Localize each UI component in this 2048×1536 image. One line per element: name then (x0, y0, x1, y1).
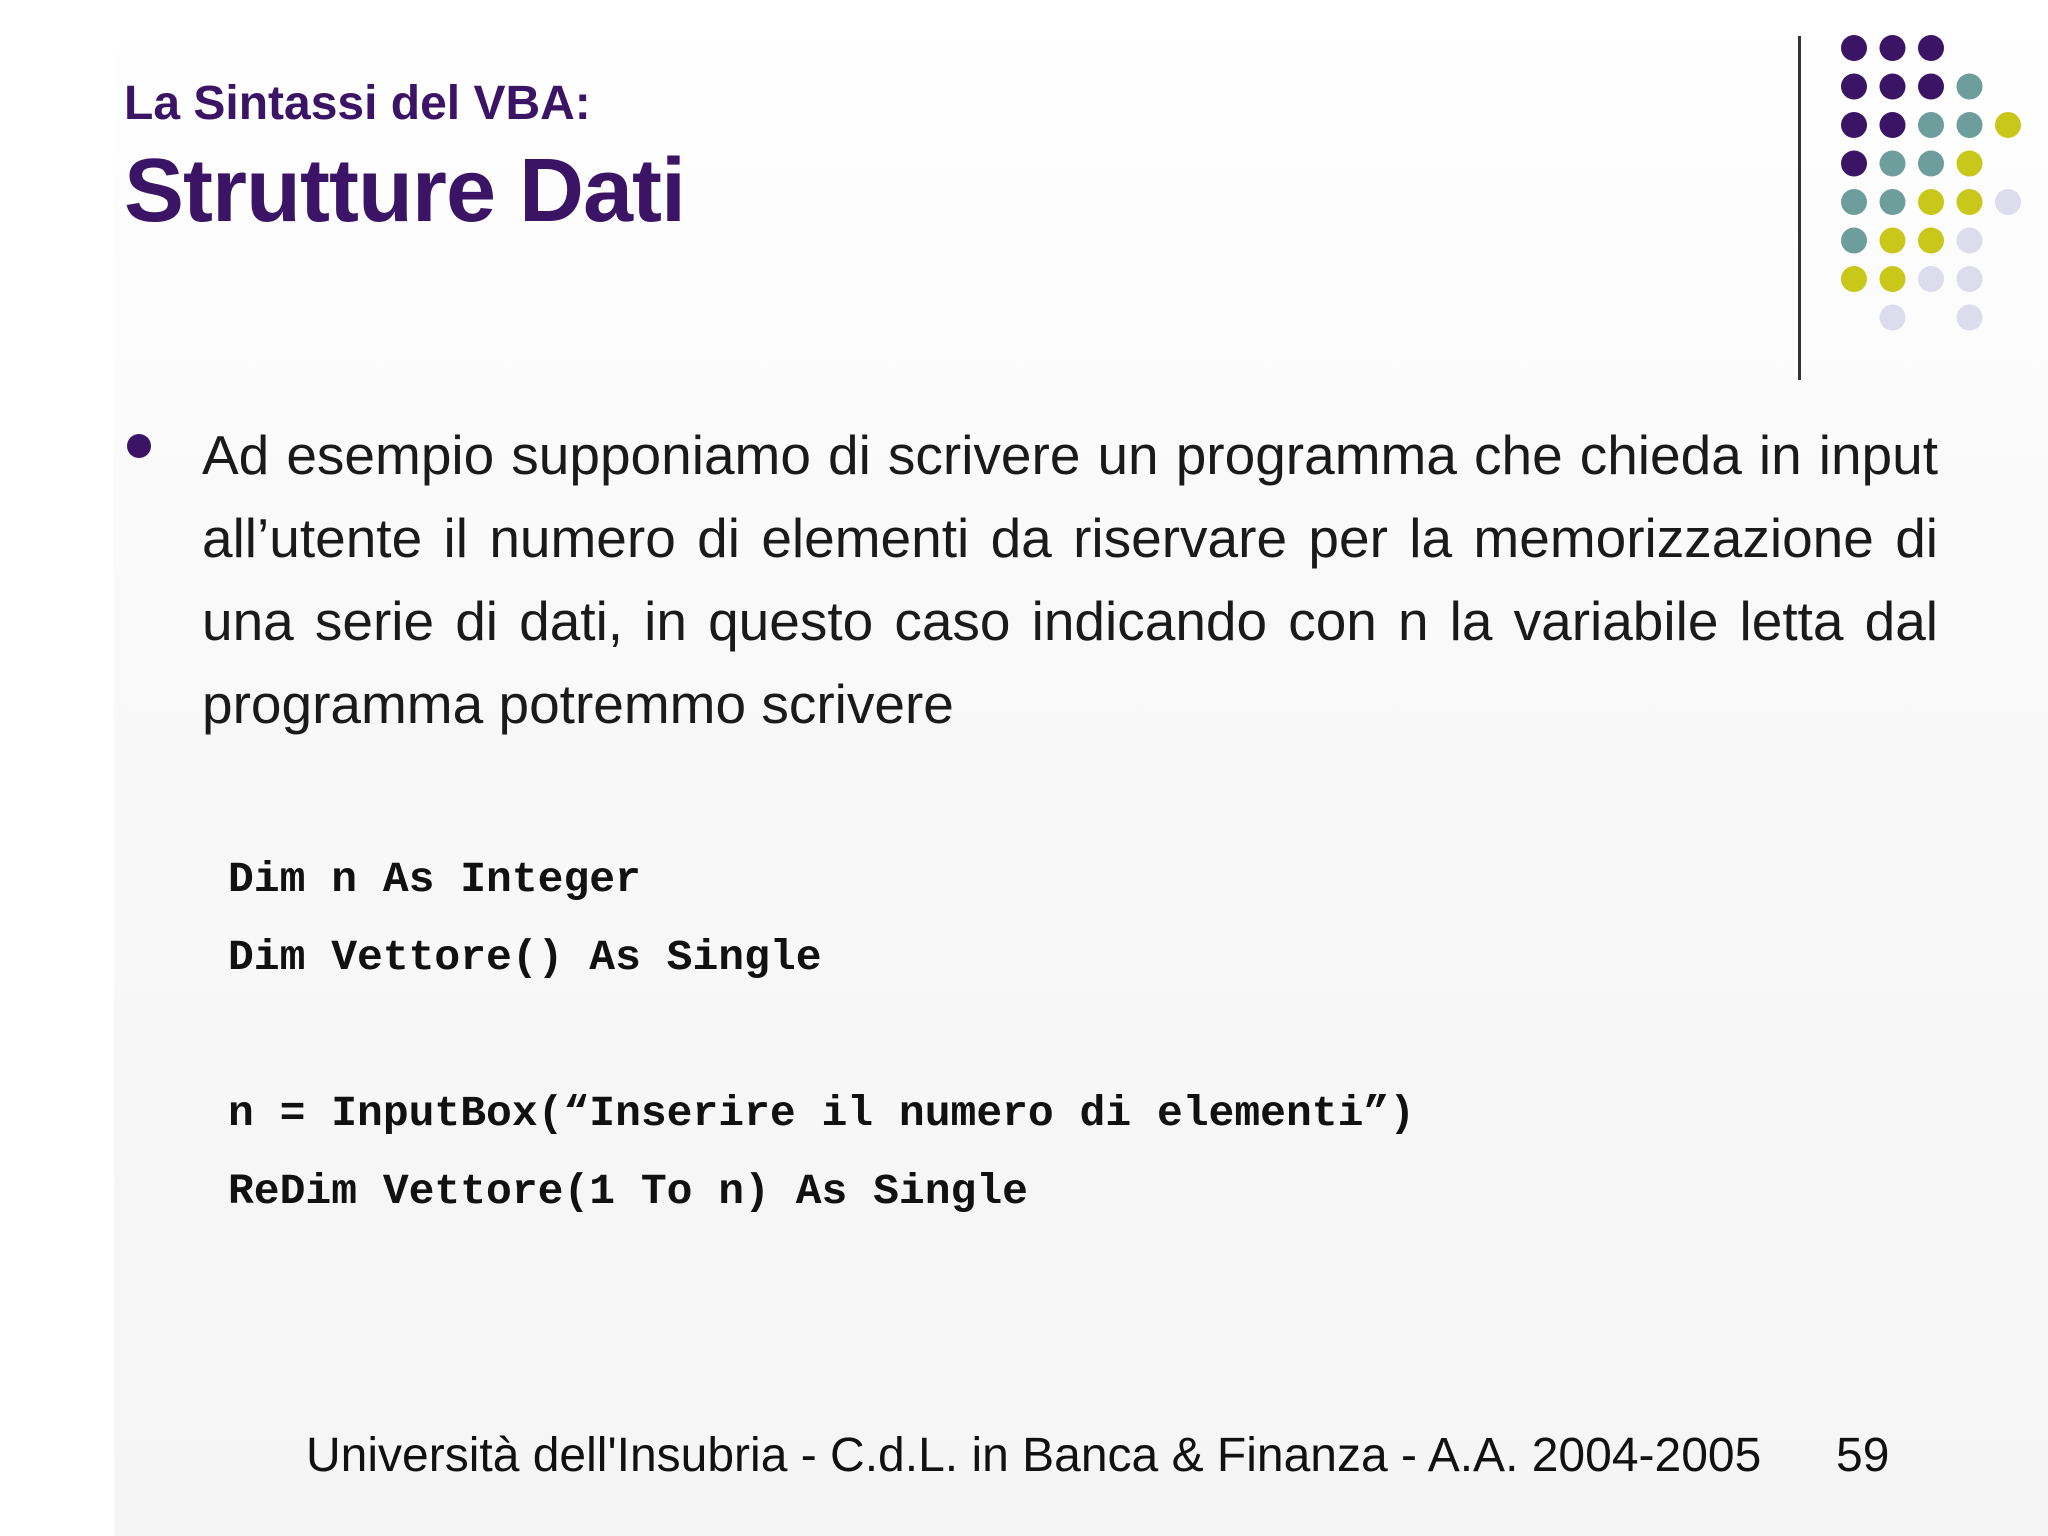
decorative-dot (1880, 74, 1906, 100)
decorative-dot (1918, 74, 1944, 100)
slide-subtitle: La Sintassi del VBA: (124, 77, 591, 130)
decorative-dot-grid (0, 0, 2048, 400)
decorative-dot (1957, 305, 1983, 331)
code-line: n = InputBox(“Inserire il numero di elementi”) (228, 1089, 1415, 1138)
decorative-dot (1918, 266, 1944, 292)
decorative-dot (1880, 266, 1906, 292)
code-line: Dim Vettore() As Single (228, 933, 822, 982)
decorative-dot (1841, 189, 1867, 215)
code-line: Dim n As Integer (228, 855, 641, 904)
decorative-dot (1957, 112, 1983, 138)
decorative-dot (1957, 189, 1983, 215)
decorative-dot (1880, 305, 1906, 331)
decorative-dot (1918, 112, 1944, 138)
decorative-dot (1995, 189, 2021, 215)
decorative-dot (1957, 151, 1983, 177)
decorative-dot (1918, 151, 1944, 177)
decorative-dot (1957, 266, 1983, 292)
decorative-dot (1880, 112, 1906, 138)
decorative-dot (1841, 35, 1867, 61)
slide-title: Strutture Dati (124, 141, 686, 241)
decorative-dot (1841, 151, 1867, 177)
decorative-dot (1995, 112, 2021, 138)
decorative-dot (1841, 266, 1867, 292)
decorative-dot (1918, 189, 1944, 215)
decorative-dot (1957, 74, 1983, 100)
code-line: ReDim Vettore(1 To n) As Single (228, 1167, 1028, 1216)
decorative-dot (1918, 35, 1944, 61)
bullet-icon (127, 434, 151, 458)
slide-footer: Università dell'Insubria - C.d.L. in Banca & Finanza - A.A. 2004-2005 (306, 1429, 1762, 1482)
page-number: 59 (1836, 1429, 1890, 1482)
decorative-dot (1880, 189, 1906, 215)
decorative-dot (1880, 228, 1906, 254)
decorative-dot (1880, 151, 1906, 177)
decorative-dot (1880, 35, 1906, 61)
bullet-text: Ad esempio supponiamo di scrivere un programma che chieda in input all’utente il numero di elementi da riservare per la memorizzazione di una serie di dati, in questo caso indicando con n la variabile letta dal programma potremmo scrivere (202, 424, 1938, 735)
decorative-dot (1841, 112, 1867, 138)
decorative-dot (1841, 228, 1867, 254)
decorative-dot (1957, 228, 1983, 254)
decorative-dot (1841, 74, 1867, 100)
decorative-dot (1918, 228, 1944, 254)
